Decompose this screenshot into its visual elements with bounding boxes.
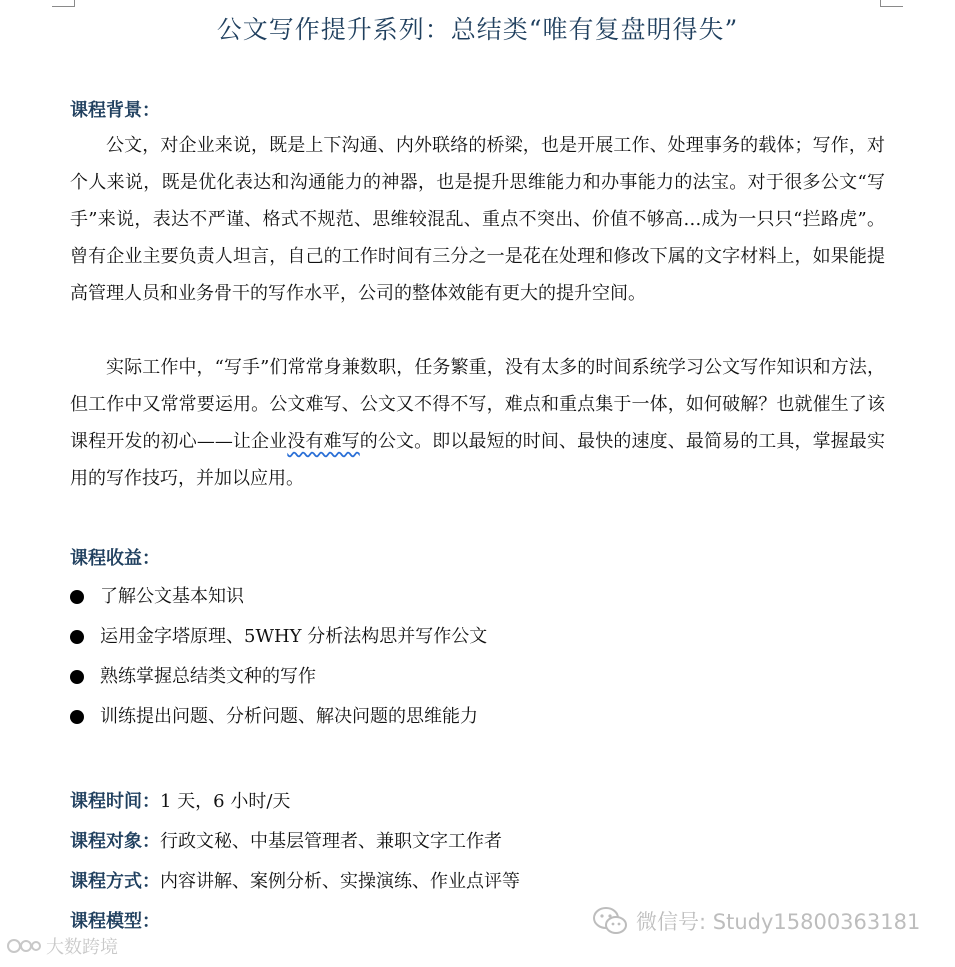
course-method [70, 867, 520, 893]
course-time-value: 1 天，6 小时/天 [160, 791, 291, 812]
course-method-value: 内容讲解、案例分析、实操演练、作业点评等 [160, 871, 520, 892]
paragraph-2-text-a: 实际工作中，“写手”们常常身兼数职，任务繁重，没有太多的时间系统学习公文写作知识和方法，但工作中又常常要运用。公文难写、公文又不得不写，难点和重点集于一体，如何破解？也就催生了该课程开发的初心——让企业 [70, 357, 885, 452]
course-model [70, 907, 160, 933]
spellcheck-marked-text: 没有难写 [287, 431, 360, 452]
logo-icon [6, 935, 42, 957]
course-audience-label: 课程对象： [70, 831, 160, 852]
course-time-label: 课程时间： [70, 791, 160, 812]
watermark-left [6, 933, 118, 959]
list-item [70, 697, 487, 737]
benefits-heading: 课程收益： [70, 548, 160, 569]
bullet-icon [70, 670, 84, 684]
watermark-right-text: 微信号: Study15800363181 [636, 910, 921, 934]
list-item [70, 577, 487, 617]
course-audience [70, 827, 502, 853]
bullet-icon [70, 710, 84, 724]
list-item-text: 熟练掌握总结类文种的写作 [100, 666, 316, 687]
crop-mark-right [880, 0, 903, 7]
benefits-list [70, 577, 487, 737]
paragraph-2-text-b: 的公文。即以最短的时间、最快的速度、最简易的工具，掌握最实用的写作技巧，并加以应用。 [70, 431, 886, 489]
watermark-left-text: 大数跨境 [46, 937, 118, 958]
course-time [70, 787, 290, 813]
list-item-text: 训练提出问题、分析问题、解决问题的思维能力 [100, 706, 478, 727]
list-item-text: 了解公文基本知识 [100, 586, 244, 607]
list-item [70, 617, 487, 657]
bullet-icon [70, 630, 84, 644]
wechat-icon [592, 906, 628, 936]
background-paragraph-1: 公文，对企业来说，既是上下沟通、内外联络的桥梁，也是开展工作、处理事务的载体；写作，对个人来说，既是优化表达和沟通能力的神器，也是提升思维能力和办事能力的法宝。对于很多公文“写手”来说，表达不严谨、格式不规范、思维较混乱、重点不突出、价值不够高…成为一只只“拦路虎”。曾有企业主要负责人坦言，自己的工作时间有三分之一是花在处理和修改下属的文字材料上，如果能提高管理人员和业务骨干的写作水平，公司的整体效能有更大的提升空间。 [70, 135, 885, 304]
crop-mark-left [52, 0, 75, 7]
list-item-text: 运用金字塔原理、5WHY 分析法构思并写作公文 [100, 626, 488, 647]
watermark-right [592, 906, 920, 936]
background-heading: 课程背景： [70, 100, 160, 121]
list-item [70, 657, 487, 697]
background-paragraph-2 [70, 349, 885, 497]
bullet-icon [70, 590, 84, 604]
document-title: 公文写作提升系列：总结类“唯有复盘明得失” [216, 15, 739, 44]
course-model-label: 课程模型： [70, 911, 160, 932]
course-method-label: 课程方式： [70, 871, 160, 892]
course-audience-value: 行政文秘、中基层管理者、兼职文字工作者 [160, 831, 502, 852]
